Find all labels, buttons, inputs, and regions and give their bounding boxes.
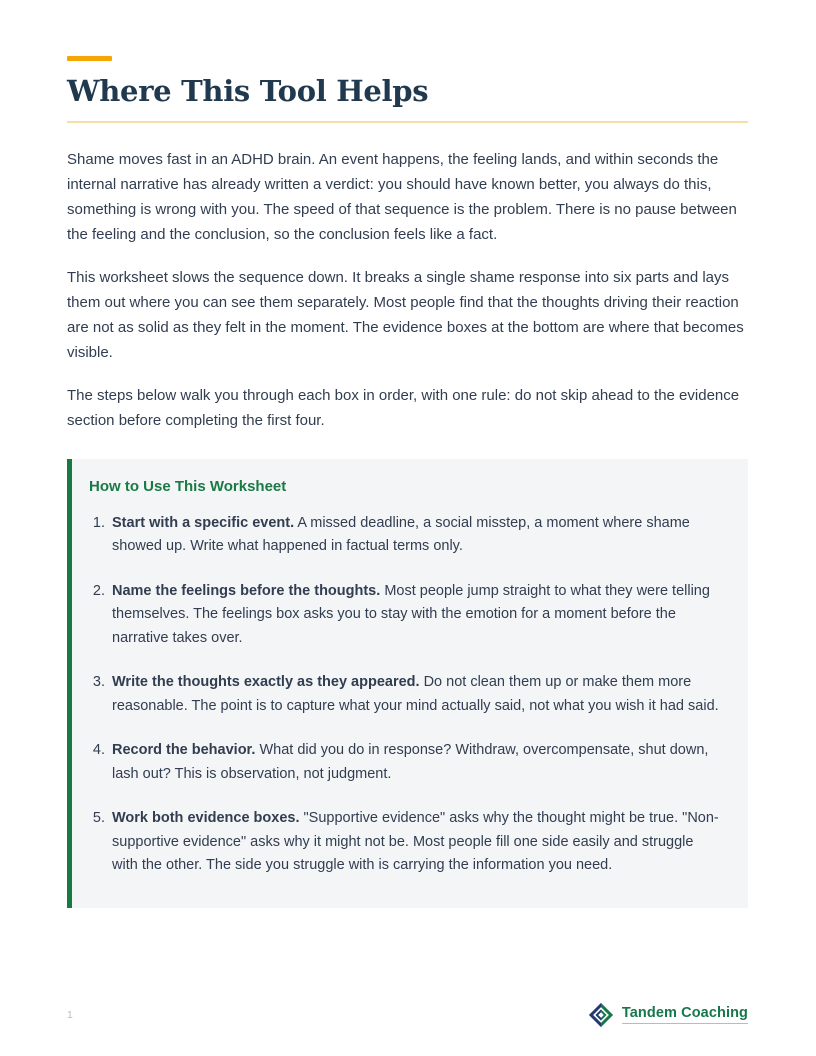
step-text [112, 739, 722, 786]
list-item [89, 512, 722, 559]
how-to-use-callout [67, 459, 748, 908]
step-number: 1. [92, 514, 105, 531]
step-lead: Write the thoughts exactly as they appeared. [112, 674, 420, 691]
step-text [112, 671, 722, 718]
step-number: 3. [92, 674, 105, 691]
page-footer [67, 1002, 748, 1028]
step-body: Most people jump straight to what they were telling themselves. The feelings box asks you to stay with the emotion for a moment before the narrative takes over. [112, 582, 710, 646]
list-item [89, 739, 722, 786]
intro-paragraph: Shame moves fast in an ADHD brain. An event happens, the feeling lands, and within seconds the internal narrative has already written a verdict: you should have known better, you always do this, something is wrong with you. The speed of that sequence is the problem. There is no pause between the feeling and the conclusion, so the conclusion feels like a fact. [67, 150, 737, 243]
brand-logo[interactable] [588, 1002, 748, 1028]
title-divider [67, 121, 748, 123]
step-body: "Supportive evidence" asks why the thought might be true. "Non-supportive evidence" asks why it might not be. Most people fill one side easily and struggle with the other. The side you struggle with is carrying the information you need. [112, 810, 719, 874]
step-text [112, 580, 722, 651]
step-body: A missed deadline, a social misstep, a moment where shame showed up. Write what happened in factual terms only. [112, 514, 690, 555]
step-lead: Name the feelings before the thoughts. [112, 582, 381, 599]
tandem-diamond-icon [588, 1002, 614, 1028]
step-lead: Record the behavior. [112, 742, 256, 759]
intro-paragraph: This worksheet slows the sequence down. It breaks a single shame response into six parts and lays them out where you can see them separately. Most people find that the thoughts driving their reaction are not as solid as they felt in the moment. The evidence boxes at the bottom are where that becomes visible. [67, 268, 744, 361]
callout-heading: How to Use This Worksheet [89, 477, 287, 495]
page-content [67, 0, 748, 908]
step-lead: Start with a specific event. [112, 514, 295, 531]
list-item [89, 807, 722, 878]
intro-section [67, 147, 748, 433]
list-item [89, 671, 722, 718]
step-lead: Work both evidence boxes. [112, 810, 300, 827]
step-body: Do not clean them up or make them more reasonable. The point is to capture what your mind actually said, not what you wish it had said. [112, 674, 719, 714]
intro-paragraph: The steps below walk you through each box in order, with one rule: do not skip ahead to the evidence section before completing the first four. [67, 386, 740, 429]
brand-name: Tandem Coaching [622, 1006, 748, 1025]
step-number: 5. [92, 810, 105, 827]
page-title: Where This Tool Helps [67, 74, 429, 108]
step-text [112, 512, 722, 559]
list-item [89, 580, 722, 651]
page-number: 1 [67, 1009, 73, 1021]
step-number: 4. [92, 742, 105, 759]
steps-list [89, 512, 722, 878]
step-number: 2. [92, 582, 105, 599]
title-accent-bar [67, 56, 112, 61]
step-text [112, 807, 722, 878]
step-body: What did you do in response? Withdraw, overcompensate, shut down, lash out? This is observation, not judgment. [112, 742, 709, 782]
